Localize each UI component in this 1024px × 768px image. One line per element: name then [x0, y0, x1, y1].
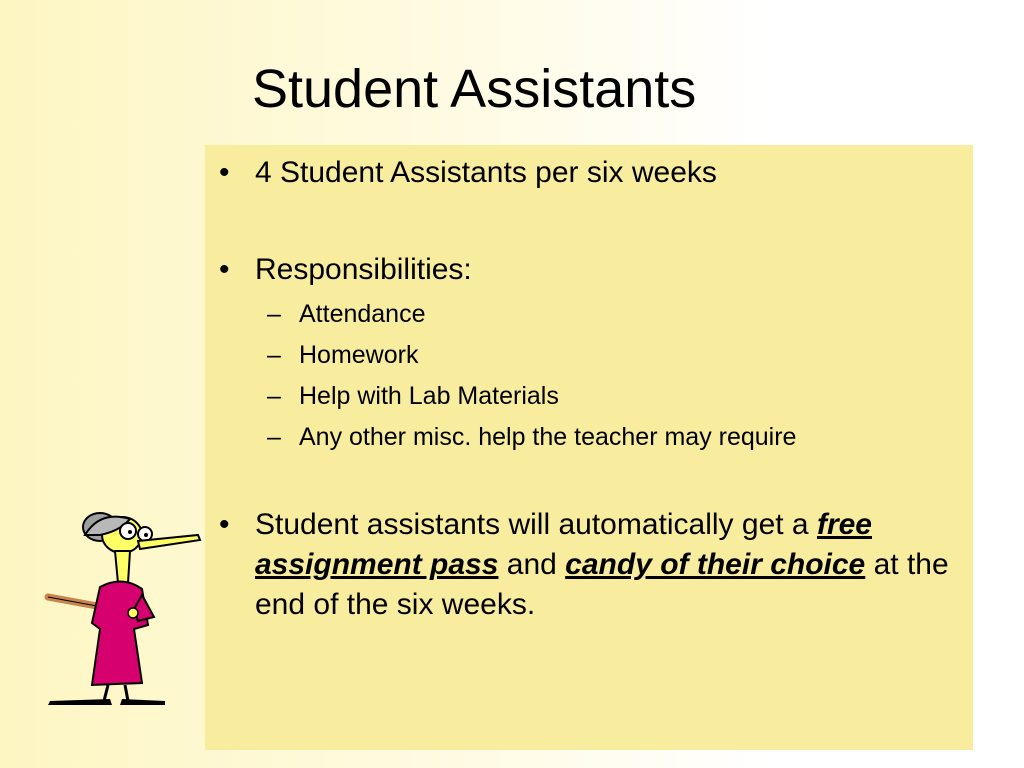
rewards-text-3: at the end of the six weeks.	[255, 548, 949, 621]
rewards-text-1: Student assistants will automatically get a	[255, 508, 817, 541]
dash-marker: –	[267, 423, 281, 451]
dash-marker: –	[267, 300, 281, 328]
slide-title: Student Assistants	[252, 59, 697, 119]
sub-item-text: Help with Lab Materials	[299, 382, 559, 410]
bullet-text: Responsibilities:	[255, 253, 472, 286]
bullet-text: 4 Student Assistants per six weeks	[255, 156, 717, 189]
sub-item-text: Homework	[299, 341, 419, 369]
bullet-responsibilities	[219, 250, 960, 290]
sub-item-text: Any other misc. help the teacher may require	[299, 423, 797, 451]
teacher-clipart-icon	[30, 505, 205, 710]
free-pass-emphasis: free assignment pass	[255, 508, 872, 581]
bullet-rewards	[219, 505, 960, 625]
bullet-assistants-count	[219, 153, 960, 193]
sub-item-misc-help	[267, 422, 797, 452]
bullet-marker: •	[219, 253, 230, 286]
dash-marker: –	[267, 382, 281, 410]
sub-item-lab-materials	[267, 381, 559, 411]
bullet-marker: •	[219, 508, 230, 541]
sub-item-homework	[267, 340, 419, 370]
candy-emphasis: candy of their choice	[565, 548, 866, 581]
content-box	[205, 145, 973, 750]
sub-item-text: Attendance	[299, 300, 426, 328]
bullet-marker: •	[219, 156, 230, 189]
rewards-text-2: and	[498, 548, 566, 581]
sub-item-attendance	[267, 299, 426, 329]
dash-marker: –	[267, 341, 281, 369]
